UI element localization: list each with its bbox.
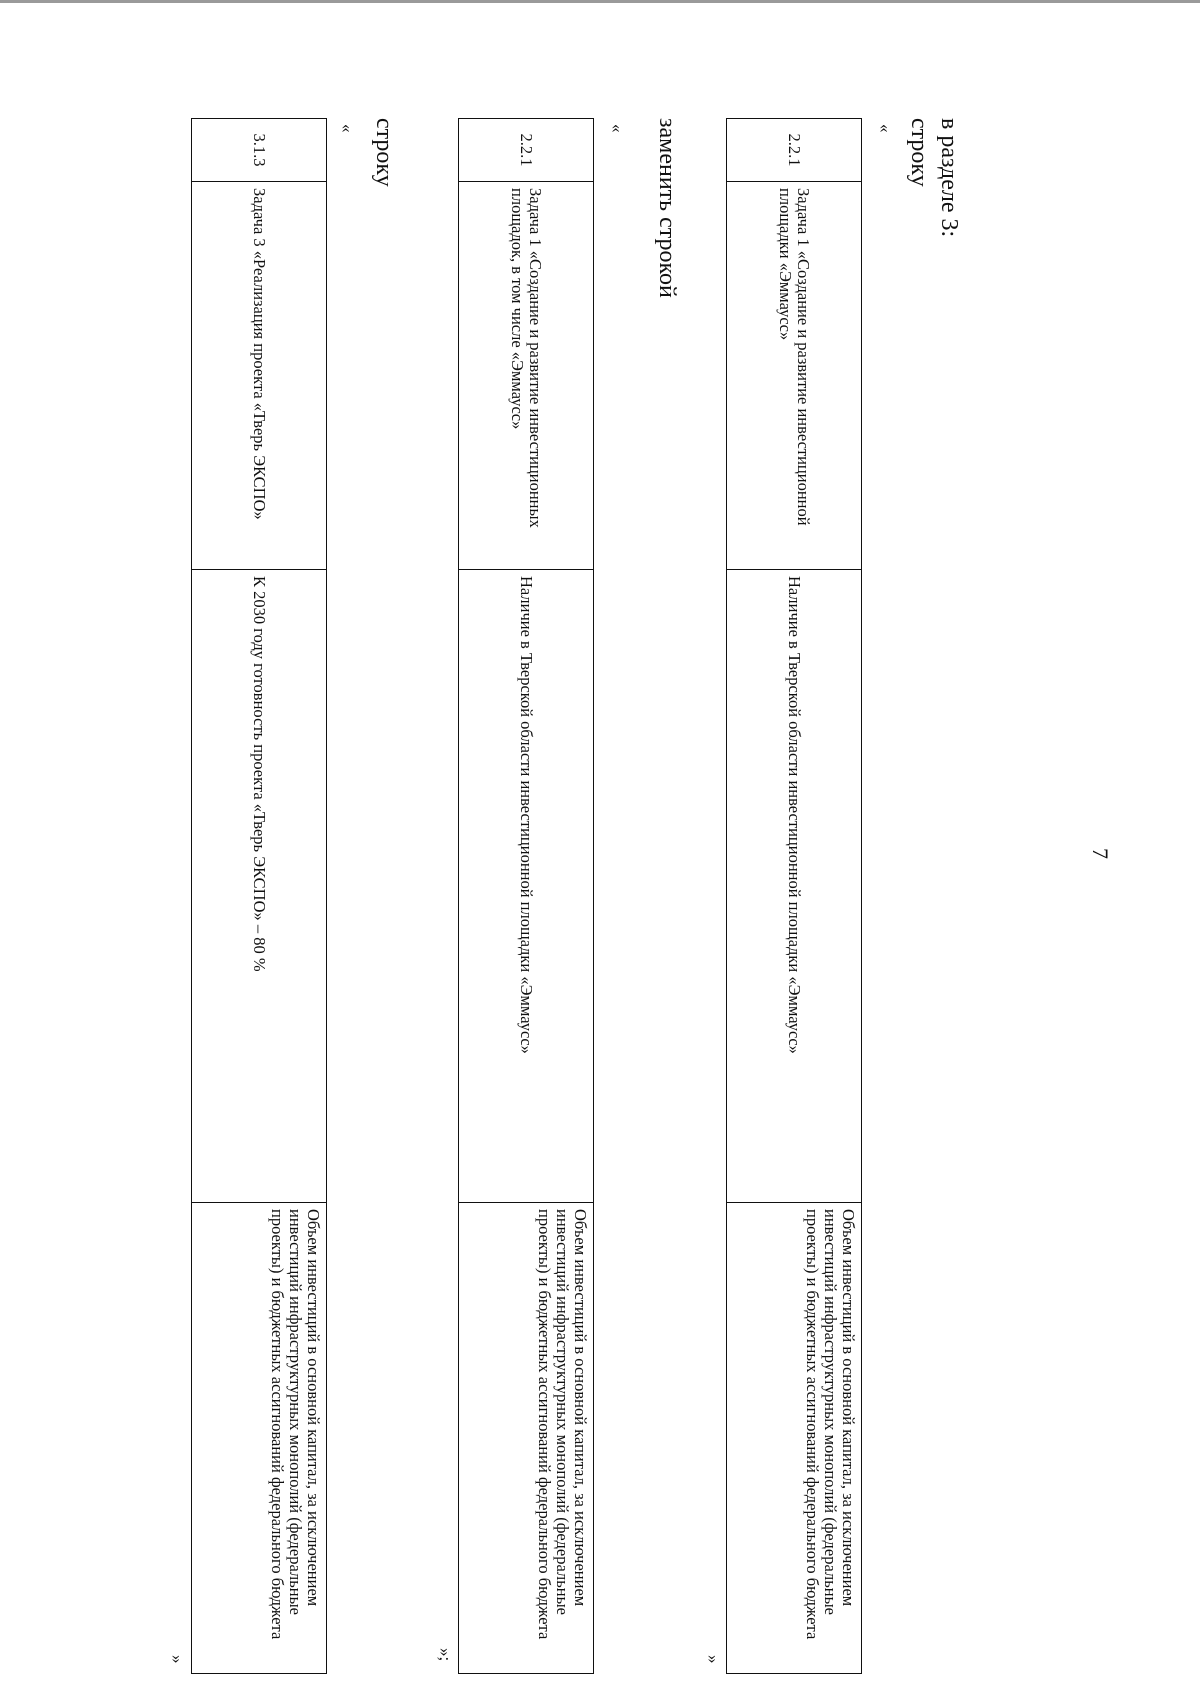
row-number-cell: 3.1.3 <box>192 119 327 182</box>
instruction-line-3: строку <box>371 118 397 187</box>
funding-source-cell: Объем инвестиций в основной капитал, за исключением инвестиций инфраструктурных монополий (федеральные проекты) и бюджетных ассигнований федерального бюджета <box>459 1203 594 1674</box>
close-mark-3: » <box>168 1655 187 1664</box>
task-cell: Задача 3 «Реализация проекта «Тверь ЭКСПО» <box>192 182 327 570</box>
close-mark-2: »; <box>436 1648 455 1662</box>
section-heading: в разделе 3: <box>936 118 962 238</box>
page-number: 7 <box>1088 848 1113 859</box>
indicator-cell: Наличие в Тверской области инвестиционной площадки «Эммаусс» <box>459 570 594 1203</box>
table-row-1 <box>726 118 862 1674</box>
indicator-cell: Наличие в Тверской области инвестиционной площадки «Эммаусс» <box>727 570 862 1203</box>
scan-edge <box>0 0 1200 3</box>
table-row-2 <box>458 118 594 1674</box>
open-quote-2: « <box>608 124 627 133</box>
row-number-cell: 2.2.1 <box>459 119 594 182</box>
funding-source-cell: Объем инвестиций в основной капитал, за исключением инвестиций инфраструктурных монополий (федеральные проекты) и бюджетных ассигнований федерального бюджета <box>727 1203 862 1674</box>
funding-source-cell: Объем инвестиций в основной капитал, за исключением инвестиций инфраструктурных монополий (федеральные проекты) и бюджетных ассигнований федерального бюджета <box>192 1203 327 1674</box>
instruction-line-2: заменить строкой <box>654 118 680 298</box>
rotated-document-page <box>167 18 1127 1678</box>
instruction-line-1: строку <box>906 118 932 187</box>
task-cell: Задача 1 «Создание и развитие инвестиционной площадки «Эммаусс» <box>727 182 862 570</box>
close-mark-1: » <box>704 1655 723 1664</box>
row-number-cell: 2.2.1 <box>727 119 862 182</box>
task-cell: Задача 1 «Создание и развитие инвестиционных площадок, в том числе «Эммаусс» <box>459 182 594 570</box>
open-quote-3: « <box>338 124 357 133</box>
indicator-cell: К 2030 году готовность проекта «Тверь ЭКСПО» – 80 % <box>192 570 327 1203</box>
table-row-3 <box>191 118 327 1674</box>
open-quote-1: « <box>876 124 895 133</box>
